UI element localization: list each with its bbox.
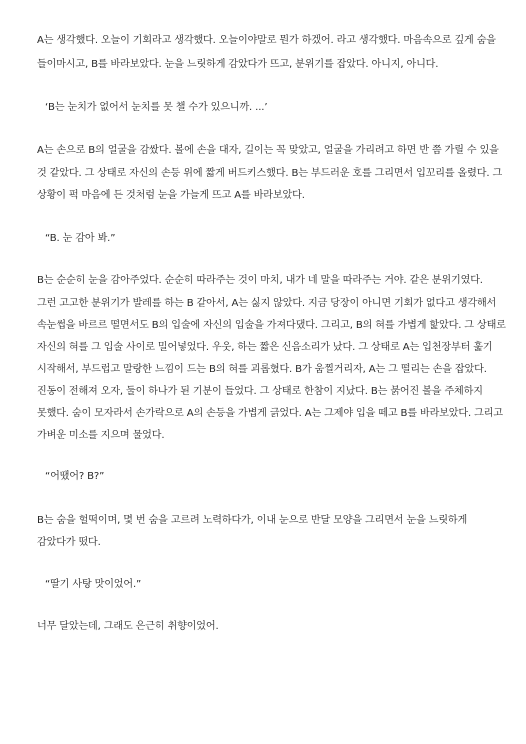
paragraph-3-line-1: B는 순순히 눈을 감아주었다. 순순히 따라주는 것이 마치, 내가 네 말을 따라주는 거야. 같은 분위기였다. — [37, 275, 483, 286]
dialogue-line-1: “B. 눈 감아 봐.” — [45, 233, 116, 244]
paragraph-3-line-5: 시작해서, 부드럽고 말랑한 느낌이 드는 B의 혀를 괴롭혔다. B가 움찔거리자, A는 그 떨리는 손을 잡았다. — [37, 364, 487, 375]
paragraph-3-line-4: 자신의 혀를 그 입술 사이로 밀어넣었다. 우웃, 하는 짧은 신음소리가 났다. 그 상태로 A는 입천장부터 훑기 — [37, 342, 493, 353]
paragraph-2-line-3: 상황이 퍽 마음에 든 것처럼 눈을 가늘게 뜨고 A를 바라보았다. — [37, 190, 305, 201]
paragraph-3-line-7: 못했다. 숨이 모자라서 손가락으로 A의 손등을 가볍게 긁었다. A는 그제야 입을 떼고 B를 바라보았다. 그리고 — [37, 408, 503, 419]
thought-line: ‘B는 눈치가 없어서 눈치를 못 챌 수가 있으니까. ...’ — [45, 102, 268, 113]
paragraph-3-line-3: 속눈썹을 바르르 떨면서도 B의 입술에 자신의 입술을 가져다댔다. 그리고, B의 혀를 가볍게 핥았다. 그 상태로 — [37, 320, 506, 331]
paragraph-2-line-2: 것 같았다. 그 상태로 자신의 손등 위에 짧게 버드키스했다. B는 부드러운 호를 그리면서 입꼬리를 올렸다. 그 — [37, 168, 503, 179]
paragraph-1-line-1: A는 생각했다. 오늘이 기회라고 생각했다. 오늘이야말로 뭔가 하겠어. 라고 생각했다. 마음속으로 깊게 숨을 — [37, 35, 496, 46]
paragraph-3-line-8: 가벼운 미소를 지으며 물었다. — [37, 430, 165, 441]
dialogue-line-3: “딸기 사탕 맛이었어.” — [45, 579, 142, 590]
paragraph-3-line-2: 그런 고고한 분위기가 발레를 하는 B 같아서, A는 싫지 않았다. 지금 당장이 아니면 기회가 없다고 생각해서 — [37, 298, 497, 309]
paragraph-4-line-1: B는 숨을 헐떡이며, 몇 번 숨을 고르려 노력하다가, 이내 눈으로 반달 모양을 그리면서 눈을 느릿하게 — [37, 515, 468, 526]
paragraph-5-line-1: 너무 달았는데, 그래도 은근히 취향이었어. — [37, 621, 219, 632]
paragraph-2-line-1: A는 손으로 B의 얼굴을 감쌌다. 볼에 손을 대자, 길이는 꼭 맞았고, 얼굴을 가리려고 하면 반 쯤 가릴 수 있을 — [37, 145, 499, 156]
dialogue-line-2: “어땠어? B?” — [45, 471, 105, 482]
paragraph-1-line-2: 들이마시고, B를 바라보았다. 눈을 느릿하게 감았다가 뜨고, 분위기를 잡았다. 아니지, 아니다. — [37, 59, 439, 70]
paragraph-3-line-6: 진동이 전해져 오자, 둘이 하나가 된 기분이 들었다. 그 상태로 한참이 지났다. B는 붉어진 볼을 주체하지 — [37, 386, 483, 397]
paragraph-4-line-2: 감았다가 떴다. — [37, 537, 101, 548]
